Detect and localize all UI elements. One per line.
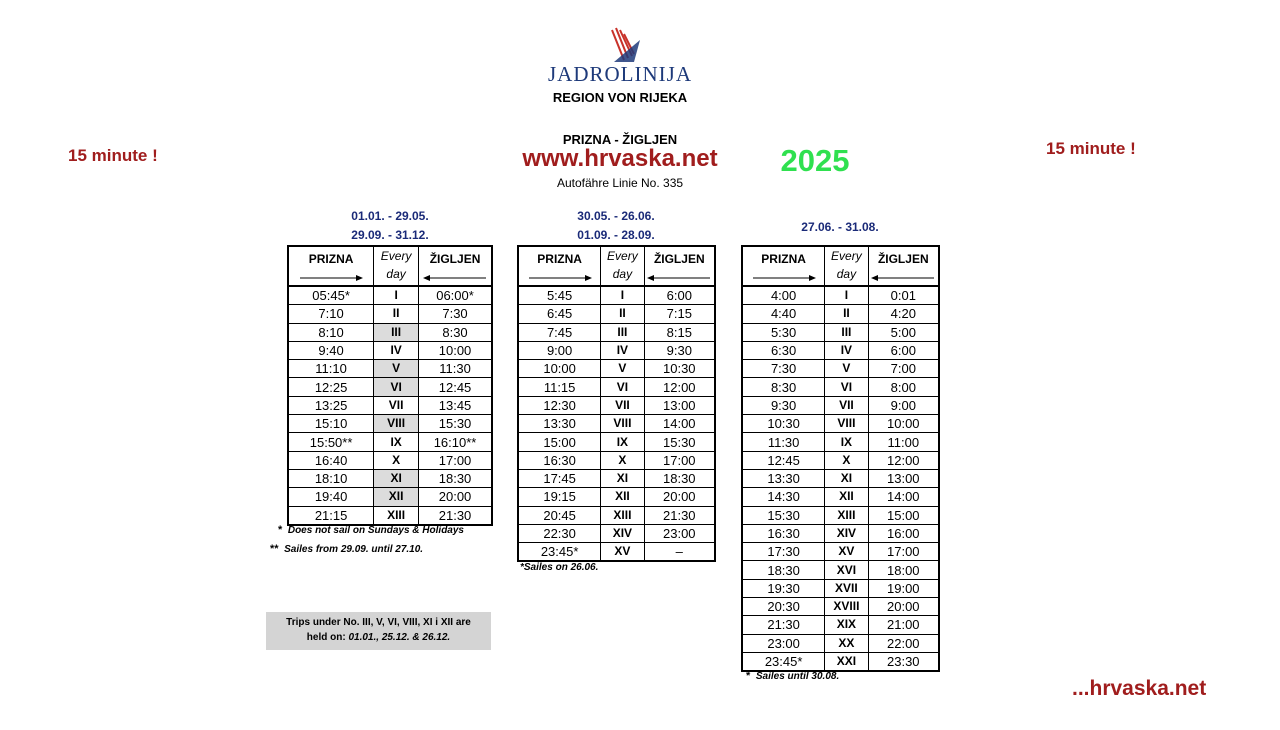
- table-row: [518, 506, 715, 524]
- departure-ziglien: 7:15: [644, 305, 715, 323]
- departure-prizna: 7:30: [742, 360, 825, 378]
- departure-ziglien: 8:30: [419, 323, 492, 341]
- footnote-1b: [270, 543, 423, 555]
- trip-number: XI: [601, 469, 644, 487]
- table-row: [518, 469, 715, 487]
- departure-prizna: 10:30: [742, 415, 825, 433]
- departure-ziglien: 9:00: [868, 396, 939, 414]
- departure-ziglien: 9:30: [644, 341, 715, 359]
- table-row: [742, 360, 939, 378]
- table-row: [742, 543, 939, 561]
- departure-prizna: 10:00: [518, 360, 601, 378]
- trip-number: XXI: [825, 652, 868, 671]
- departure-ziglien: 06:00*: [419, 286, 492, 305]
- header-prizna: [518, 246, 601, 286]
- departure-ziglien: 7:30: [419, 305, 492, 323]
- departure-ziglien: 21:00: [868, 616, 939, 634]
- brand-name: JADROLINIJA: [548, 62, 692, 86]
- trip-number: IX: [601, 433, 644, 451]
- arrow-left-icon: [423, 275, 487, 281]
- departure-prizna: 15:00: [518, 433, 601, 451]
- header-ziglien-label: ŽIGLJEN: [429, 252, 481, 266]
- timetable-3: [741, 245, 940, 672]
- departure-ziglien: 23:30: [868, 652, 939, 671]
- header-every: Every: [831, 249, 862, 263]
- period-2-line2: 01.09. - 28.09.: [577, 228, 655, 242]
- table-header-row: [518, 246, 715, 286]
- arrow-right-icon: [752, 275, 816, 281]
- trip-number: X: [601, 451, 644, 469]
- trip-number: VIII: [601, 415, 644, 433]
- trip-number: XIV: [825, 524, 868, 542]
- header-ziglien: [419, 246, 492, 286]
- departure-ziglien: 16:10**: [419, 433, 492, 451]
- duration-note-right: 15 minute !: [1046, 139, 1136, 158]
- departure-prizna: 20:30: [742, 598, 825, 616]
- trip-number: VI: [601, 378, 644, 396]
- trip-number: VII: [601, 396, 644, 414]
- header-prizna: [742, 246, 825, 286]
- footnote-2: *Sailes on 26.06.: [520, 562, 599, 573]
- trip-number: VIII: [374, 415, 419, 433]
- trip-number: VIII: [825, 415, 868, 433]
- trip-number: III: [825, 323, 868, 341]
- table-row: [742, 506, 939, 524]
- departure-ziglien: 13:00: [868, 469, 939, 487]
- departure-prizna: 12:45: [742, 451, 825, 469]
- table-row: [518, 543, 715, 562]
- departure-prizna: 21:15: [288, 506, 374, 525]
- trip-number: XIII: [601, 506, 644, 524]
- table-row: [288, 305, 492, 323]
- departure-ziglien: 15:30: [419, 415, 492, 433]
- footer-website-link[interactable]: ...hrvaska.net: [1072, 677, 1207, 700]
- header-prizna-label: PRIZNA: [537, 252, 582, 266]
- departure-prizna: 13:30: [518, 415, 601, 433]
- trip-number: III: [374, 323, 419, 341]
- table-row: [518, 323, 715, 341]
- departure-ziglien: 11:30: [419, 360, 492, 378]
- departure-prizna: 15:30: [742, 506, 825, 524]
- header-day: day: [386, 267, 406, 281]
- table-row: [742, 378, 939, 396]
- departure-ziglien: 12:00: [644, 378, 715, 396]
- trip-number: I: [825, 286, 868, 305]
- table-row: [518, 286, 715, 305]
- departure-prizna: 15:10: [288, 415, 374, 433]
- table-row: [742, 451, 939, 469]
- table-row: [288, 396, 492, 414]
- holiday-line-1: Trips under No. III, V, VI, VIII, XI i XII are: [286, 617, 471, 628]
- year-label: 2025: [780, 143, 850, 178]
- table-row: [518, 488, 715, 506]
- table-header-row: [742, 246, 939, 286]
- departure-prizna: 9:00: [518, 341, 601, 359]
- departure-prizna: 12:30: [518, 396, 601, 414]
- table-row: [742, 598, 939, 616]
- departure-prizna: 9:40: [288, 341, 374, 359]
- departure-ziglien: 6:00: [868, 341, 939, 359]
- trip-number: XV: [601, 543, 644, 562]
- trip-number: VII: [374, 396, 419, 414]
- departure-ziglien: 7:00: [868, 360, 939, 378]
- departure-ziglien: 17:00: [868, 543, 939, 561]
- departure-prizna: 4:40: [742, 305, 825, 323]
- departure-ziglien: 14:00: [644, 415, 715, 433]
- trip-number: XX: [825, 634, 868, 652]
- website-link[interactable]: www.hrvaska.net: [522, 145, 718, 172]
- footnote-3: [746, 670, 839, 682]
- departure-ziglien: –: [644, 543, 715, 562]
- table-row: [742, 634, 939, 652]
- trip-number: II: [825, 305, 868, 323]
- departure-prizna: 15:50**: [288, 433, 374, 451]
- header-prizna-label: PRIZNA: [308, 252, 354, 266]
- table-row: [288, 433, 492, 451]
- departure-prizna: 17:45: [518, 469, 601, 487]
- footnote-3-star: *: [746, 670, 751, 682]
- table-row: [288, 506, 492, 525]
- departure-ziglien: 6:00: [644, 286, 715, 305]
- departure-prizna: 23:45*: [518, 543, 601, 562]
- period-1-line2: 29.09. - 31.12.: [351, 228, 429, 242]
- footnote-1a: [278, 524, 464, 536]
- table-row: [742, 616, 939, 634]
- departure-ziglien: 12:45: [419, 378, 492, 396]
- table-row: [518, 396, 715, 414]
- departure-prizna: 4:00: [742, 286, 825, 305]
- departure-ziglien: 20:00: [644, 488, 715, 506]
- departure-ziglien: 14:00: [868, 488, 939, 506]
- departure-ziglien: 20:00: [868, 598, 939, 616]
- period-2-line1: 30.05. - 26.06.: [577, 209, 655, 223]
- departure-ziglien: 0:01: [868, 286, 939, 305]
- trip-number: V: [601, 360, 644, 378]
- departure-prizna: 6:30: [742, 341, 825, 359]
- departure-ziglien: 12:00: [868, 451, 939, 469]
- timetable-2: [517, 245, 716, 562]
- departure-ziglien: 8:15: [644, 323, 715, 341]
- trip-number: XIII: [825, 506, 868, 524]
- departure-prizna: 18:30: [742, 561, 825, 579]
- table-row: [288, 451, 492, 469]
- departure-prizna: 14:30: [742, 488, 825, 506]
- departure-prizna: 17:30: [742, 543, 825, 561]
- departure-ziglien: 10:00: [868, 415, 939, 433]
- route-title: PRIZNA - ŽIGLJEN: [562, 132, 678, 147]
- departure-ziglien: 4:20: [868, 305, 939, 323]
- table-row: [288, 360, 492, 378]
- departure-ziglien: 23:00: [644, 524, 715, 542]
- departure-ziglien: 10:30: [644, 360, 715, 378]
- holiday-line-2-prefix: held on:: [306, 632, 349, 643]
- trip-number: X: [825, 451, 868, 469]
- header-prizna: [288, 246, 374, 286]
- trip-number: II: [601, 305, 644, 323]
- trip-number: XIX: [825, 616, 868, 634]
- departure-prizna: 8:10: [288, 323, 374, 341]
- departure-prizna: 21:30: [742, 616, 825, 634]
- departure-prizna: 13:30: [742, 469, 825, 487]
- table-row: [742, 561, 939, 579]
- departure-ziglien: 13:00: [644, 396, 715, 414]
- header-ziglien-label: ŽIGLJEN: [653, 252, 705, 266]
- trip-number: VI: [374, 378, 419, 396]
- trip-number: X: [374, 451, 419, 469]
- departure-ziglien: 19:00: [868, 579, 939, 597]
- departure-ziglien: 22:00: [868, 634, 939, 652]
- period-2: [516, 207, 716, 245]
- table-row: [288, 341, 492, 359]
- arrow-right-icon: [299, 275, 363, 281]
- arrow-right-icon: [528, 275, 592, 281]
- departure-prizna: 19:30: [742, 579, 825, 597]
- trip-number: XVI: [825, 561, 868, 579]
- footnote-1a-star: *: [278, 524, 283, 536]
- arrow-left-icon: [647, 275, 711, 281]
- departure-prizna: 16:30: [518, 451, 601, 469]
- departure-prizna: 5:45: [518, 286, 601, 305]
- holiday-dates: 01.01., 25.12. & 26.12.: [348, 632, 451, 643]
- header-every-day: [374, 246, 419, 286]
- table-row: [742, 305, 939, 323]
- footnote-3-text: Sailes until 30.08.: [755, 671, 840, 682]
- departure-ziglien: 15:30: [644, 433, 715, 451]
- trip-number: IV: [825, 341, 868, 359]
- holiday-line-2: [266, 630, 491, 645]
- departure-prizna: 19:15: [518, 488, 601, 506]
- trip-number: XVII: [825, 579, 868, 597]
- table-row: [742, 396, 939, 414]
- departure-ziglien: 18:30: [644, 469, 715, 487]
- header-ziglien-label: ŽIGLJEN: [877, 252, 929, 266]
- trip-number: V: [374, 360, 419, 378]
- header-prizna-label: PRIZNA: [761, 252, 806, 266]
- period-1-line1: 01.01. - 29.05.: [351, 209, 429, 223]
- departure-ziglien: 17:00: [419, 451, 492, 469]
- departure-ziglien: 10:00: [419, 341, 492, 359]
- header-ziglien: [644, 246, 715, 286]
- departure-ziglien: 18:00: [868, 561, 939, 579]
- trip-number: IX: [374, 433, 419, 451]
- table-row: [518, 415, 715, 433]
- table-row: [518, 378, 715, 396]
- departure-prizna: 11:15: [518, 378, 601, 396]
- departure-prizna: 5:30: [742, 323, 825, 341]
- departure-ziglien: 16:00: [868, 524, 939, 542]
- departure-ziglien: 11:00: [868, 433, 939, 451]
- header-every: Every: [607, 249, 638, 263]
- trip-number: XII: [601, 488, 644, 506]
- arrow-left-icon: [871, 275, 935, 281]
- footnote-1a-text: Does not sail on Sundays & Holidays: [287, 525, 464, 536]
- departure-prizna: 16:40: [288, 451, 374, 469]
- trip-number: III: [601, 323, 644, 341]
- holiday-trips-box: [266, 612, 491, 650]
- table-row: [518, 341, 715, 359]
- table-row: [742, 433, 939, 451]
- header-every: Every: [380, 249, 412, 263]
- table-row: [288, 469, 492, 487]
- departure-prizna: 16:30: [742, 524, 825, 542]
- table-row: [742, 415, 939, 433]
- header-day: day: [612, 267, 633, 281]
- departure-ziglien: 8:00: [868, 378, 939, 396]
- trip-number: I: [601, 286, 644, 305]
- departure-prizna: 7:10: [288, 305, 374, 323]
- header-every-day: [825, 246, 868, 286]
- trip-number: IV: [601, 341, 644, 359]
- departure-prizna: 6:45: [518, 305, 601, 323]
- table-row: [742, 488, 939, 506]
- departure-ziglien: 21:30: [419, 506, 492, 525]
- trip-number: I: [374, 286, 419, 305]
- table-row: [518, 451, 715, 469]
- table-row: [288, 415, 492, 433]
- table-row: [518, 360, 715, 378]
- footnote-1b-text: Sailes from 29.09. until 27.10.: [284, 544, 424, 555]
- period-1: [290, 207, 490, 245]
- trip-number: XI: [374, 469, 419, 487]
- trip-number: V: [825, 360, 868, 378]
- table-row: [742, 341, 939, 359]
- departure-prizna: 13:25: [288, 396, 374, 414]
- trip-number: XII: [825, 488, 868, 506]
- trip-number: XIII: [374, 506, 419, 525]
- table-row: [742, 579, 939, 597]
- trip-number: VI: [825, 378, 868, 396]
- line-number: Autofähre Linie No. 335: [556, 176, 684, 190]
- departure-prizna: 22:30: [518, 524, 601, 542]
- period-3-line1: 27.06. - 31.08.: [801, 220, 879, 234]
- trip-number: XIV: [601, 524, 644, 542]
- header-ziglien: [868, 246, 939, 286]
- departure-prizna: 12:25: [288, 378, 374, 396]
- departure-ziglien: 21:30: [644, 506, 715, 524]
- departure-ziglien: 18:30: [419, 469, 492, 487]
- trip-number: XVIII: [825, 598, 868, 616]
- footnote-1b-star: **: [270, 543, 279, 555]
- trip-number: VII: [825, 396, 868, 414]
- departure-prizna: 8:30: [742, 378, 825, 396]
- trip-number: XII: [374, 488, 419, 506]
- departure-ziglien: 15:00: [868, 506, 939, 524]
- table-row: [288, 488, 492, 506]
- table-row: [288, 378, 492, 396]
- trip-number: IV: [374, 341, 419, 359]
- table-row: [742, 469, 939, 487]
- table-row: [742, 524, 939, 542]
- table-row: [518, 433, 715, 451]
- departure-prizna: 9:30: [742, 396, 825, 414]
- table-row: [288, 286, 492, 305]
- departure-ziglien: 20:00: [419, 488, 492, 506]
- trip-number: XV: [825, 543, 868, 561]
- departure-prizna: 7:45: [518, 323, 601, 341]
- region-title: REGION VON RIJEKA: [552, 90, 688, 105]
- trip-number: II: [374, 305, 419, 323]
- duration-note-left: 15 minute !: [68, 146, 158, 165]
- trip-number: XI: [825, 469, 868, 487]
- departure-prizna: 11:30: [742, 433, 825, 451]
- departure-prizna: 19:40: [288, 488, 374, 506]
- departure-prizna: 20:45: [518, 506, 601, 524]
- trip-number: IX: [825, 433, 868, 451]
- table-row: [518, 305, 715, 323]
- table-row: [518, 524, 715, 542]
- table-row: [288, 323, 492, 341]
- table-header-row: [288, 246, 492, 286]
- departure-prizna: 05:45*: [288, 286, 374, 305]
- period-3: [740, 218, 940, 237]
- header-every-day: [601, 246, 644, 286]
- departure-ziglien: 13:45: [419, 396, 492, 414]
- table-row: [742, 323, 939, 341]
- header-day: day: [836, 267, 857, 281]
- timetable-1: [287, 245, 493, 526]
- departure-prizna: 11:10: [288, 360, 374, 378]
- table-row: [742, 286, 939, 305]
- departure-prizna: 23:45*: [742, 652, 825, 671]
- departure-ziglien: 5:00: [868, 323, 939, 341]
- table-row: [742, 652, 939, 671]
- departure-prizna: 23:00: [742, 634, 825, 652]
- departure-prizna: 18:10: [288, 469, 374, 487]
- departure-ziglien: 17:00: [644, 451, 715, 469]
